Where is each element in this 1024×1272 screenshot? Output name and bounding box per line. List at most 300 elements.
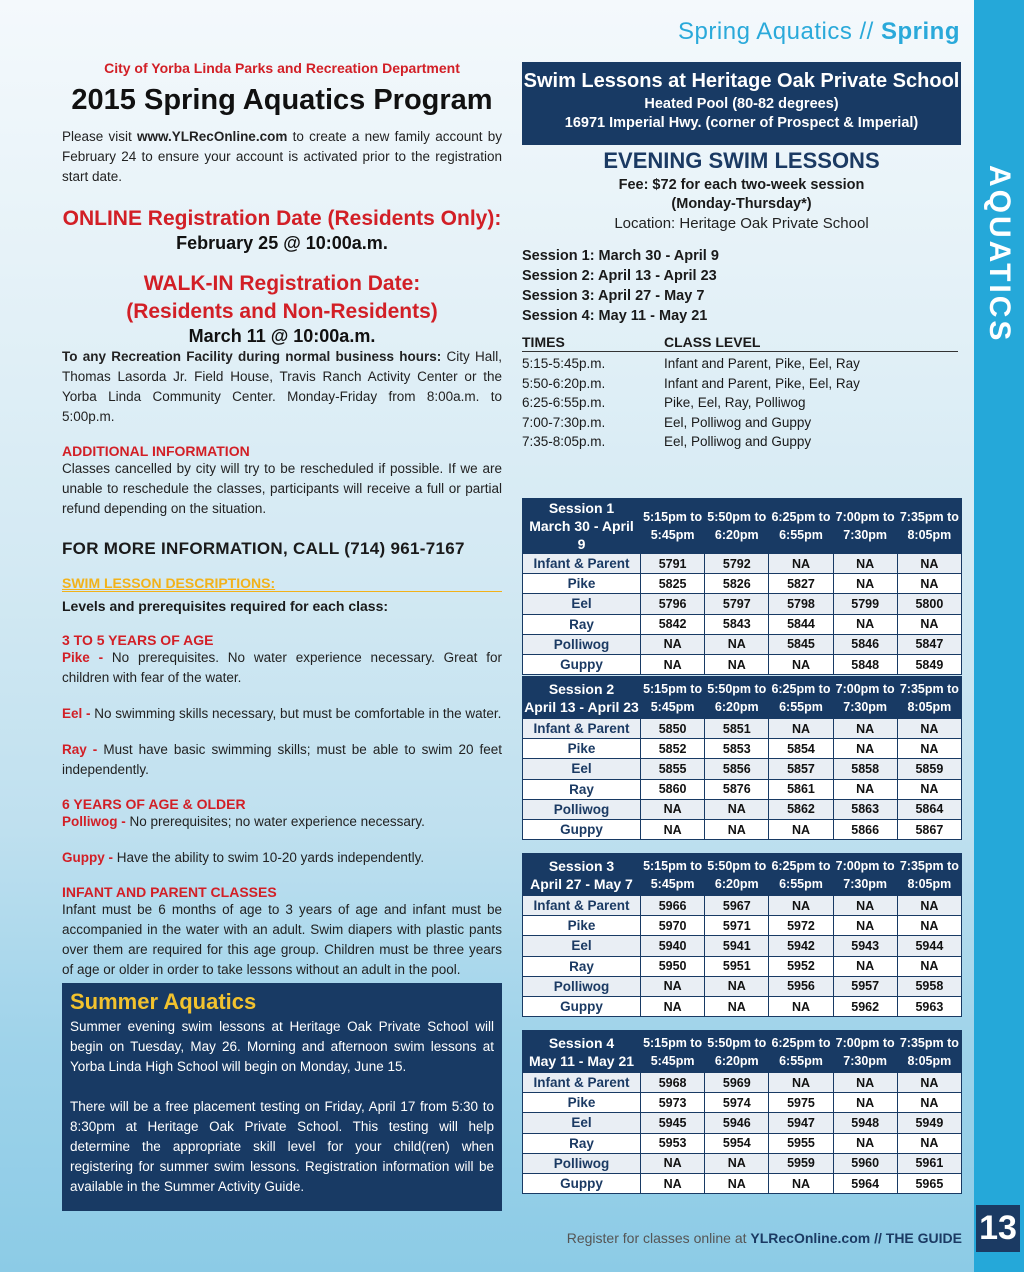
side-tab (974, 0, 1024, 1272)
time-cell: 7:35-8:05p.m. (522, 434, 606, 450)
time-slot-start: 7:35pm to (899, 681, 959, 696)
intro-site-link[interactable]: www.YLRecOnline.com (137, 129, 288, 144)
level-cell: Infant and Parent, Pike, Eel, Ray (664, 375, 860, 391)
eel-text: No swimming skills necessary, but must be comfortable in the water. (94, 706, 502, 721)
time-slot-start: 5:50pm to (707, 681, 767, 696)
table-row (523, 759, 962, 779)
evening-fee: Fee: $72 for each two-week session (618, 177, 865, 193)
course-code-cell: 5862 (769, 799, 833, 819)
course-code-cell: 5953 (641, 1133, 705, 1153)
walkin-note-bold: To any Recreation Facility during normal business hours: (62, 349, 442, 364)
running-head-season: Spring (881, 18, 960, 45)
time-slot-header (705, 677, 769, 719)
evening-location: Location: Heritage Oak Private School (614, 215, 869, 232)
course-code-cell: NA (833, 896, 897, 916)
time-slot-end: 6:55pm (779, 699, 823, 714)
time-slot-header (769, 499, 833, 554)
time-slot-header (897, 1031, 961, 1073)
class-level-cell: Infant & Parent (523, 719, 641, 739)
time-slot-start: 7:00pm to (835, 858, 895, 873)
footer-text: Register for classes online at (566, 1230, 751, 1246)
running-head (678, 18, 960, 46)
course-code-cell: NA (897, 1093, 961, 1113)
time-slot-start: 6:25pm to (771, 858, 831, 873)
class-level-cell: Eel (523, 1113, 641, 1133)
course-code-cell: NA (897, 739, 961, 759)
additional-info-text: Classes cancelled by city will try to be rescheduled if possible. If we are unable to reschedule the classes, participants will receive a full or partial refund depending on the situation. (62, 461, 502, 516)
polliwog-text: No prerequisites; no water experience necessary. (129, 814, 425, 829)
table-row (523, 936, 962, 956)
class-level-cell: Pike (523, 1093, 641, 1113)
course-code-cell: NA (705, 654, 769, 674)
table-row (523, 594, 962, 614)
time-slot-end: 8:05pm (907, 528, 952, 542)
course-code-cell: 5866 (833, 819, 897, 839)
time-slot-header (833, 677, 897, 719)
walkin-registration-date: March 11 @ 10:00a.m. (188, 326, 376, 346)
footer-link[interactable]: YLRecOnline.com (750, 1230, 871, 1246)
class-level-cell: Guppy (523, 996, 641, 1016)
course-code-cell: 5955 (769, 1133, 833, 1153)
course-code-cell: NA (769, 1073, 833, 1093)
course-code-cell: 5965 (897, 1173, 961, 1193)
course-code-cell: NA (897, 1133, 961, 1153)
course-code-cell: NA (641, 799, 705, 819)
heritage-address: 16971 Imperial Hwy. (corner of Prospect & Imperial) (564, 115, 919, 131)
course-code-cell: 5852 (641, 739, 705, 759)
session-header (523, 1031, 641, 1073)
session-date-item: Session 3: April 27 - May 7 (522, 288, 705, 304)
session-header (523, 677, 641, 719)
time-slot-start: 7:35pm to (899, 858, 959, 873)
course-code-cell: 5855 (641, 759, 705, 779)
class-level-cell: Infant & Parent (523, 554, 641, 574)
class-level-cell: Guppy (523, 1173, 641, 1193)
time-slot-end: 8:05pm (907, 699, 952, 714)
table-row (523, 996, 962, 1016)
course-code-cell: 5959 (769, 1153, 833, 1173)
time-slot-end: 6:20pm (714, 1053, 759, 1068)
table-header-row (523, 1031, 962, 1073)
session-name: Session 3 (548, 857, 615, 874)
guppy-text: Have the ability to swim 10-20 yards independently. (116, 850, 425, 865)
time-slot-end: 6:55pm (779, 528, 823, 542)
course-code-cell: 5848 (833, 654, 897, 674)
course-code-cell: 5861 (769, 779, 833, 799)
session-table-2 (522, 676, 962, 840)
walkin-note-text: City Hall, Thomas Lasorda Jr. Field House, Travis Ranch Activity Center or the Yorba Linda Community Center. Monday-Friday from 8:00a.m. to 5:00p.m. (62, 349, 502, 424)
levels-intro: Levels and prerequisites required for each class: (62, 598, 389, 614)
course-code-cell: 5853 (705, 739, 769, 759)
session-dates: April 13 - April 23 (524, 698, 639, 715)
table-row (523, 916, 962, 936)
course-code-cell: NA (705, 1173, 769, 1193)
course-code-cell: NA (705, 1153, 769, 1173)
course-code-cell: 5825 (641, 574, 705, 594)
time-slot-start: 6:25pm to (771, 1035, 831, 1050)
pike-description (62, 648, 502, 688)
heritage-pool: Heated Pool (80-82 degrees) (644, 96, 839, 112)
course-code-cell: 5973 (641, 1093, 705, 1113)
time-slot-header (833, 499, 897, 554)
course-code-cell: 5975 (769, 1093, 833, 1113)
class-level-cell: Ray (523, 779, 641, 799)
online-registration-heading: ONLINE Registration Date (Residents Only): (62, 207, 502, 230)
session-name: Session 1 (548, 500, 615, 516)
side-tab-label: AQUATICS (983, 165, 1016, 344)
session-table-4 (522, 1030, 962, 1194)
evening-days: (Monday-Thursday*) (671, 196, 812, 212)
class-level-cell: Eel (523, 594, 641, 614)
infant-parent-text: Infant must be 6 months of age to 3 years of age and infant must be accompanied in the water with an adult. Swim diapers with plastic pants over them are required for this age group. Children must be three years of age or older in order to take lessons without an adult in the pool. (62, 902, 502, 977)
age-6-heading: 6 YEARS OF AGE & OLDER (62, 796, 246, 812)
time-slot-start: 6:25pm to (771, 681, 831, 696)
class-level-cell: Polliwog (523, 1153, 641, 1173)
time-slot-header (769, 677, 833, 719)
online-registration-date: February 25 @ 10:00a.m. (176, 233, 388, 253)
class-level-cell: Guppy (523, 654, 641, 674)
time-slot-header (641, 1031, 705, 1073)
table-row (523, 554, 962, 574)
course-code-cell: NA (897, 554, 961, 574)
course-code-cell: 5867 (897, 819, 961, 839)
course-code-cell: NA (833, 916, 897, 936)
table-row (523, 819, 962, 839)
course-code-cell: 5843 (705, 614, 769, 634)
course-code-cell: 5971 (705, 916, 769, 936)
age-3-5-heading: 3 TO 5 YEARS OF AGE (62, 632, 214, 648)
session-dates: April 27 - May 7 (530, 875, 633, 892)
time-slot-header (833, 854, 897, 896)
session-dates (522, 246, 719, 326)
page-title: 2015 Spring Aquatics Program (71, 84, 493, 116)
time-slot-header (705, 854, 769, 896)
polliwog-label: Polliwog - (62, 814, 130, 829)
class-level-cell: Eel (523, 936, 641, 956)
time-slot-end: 6:20pm (714, 699, 759, 714)
course-code-cell: NA (705, 634, 769, 654)
course-code-cell: 5847 (897, 634, 961, 654)
course-code-cell: 5798 (769, 594, 833, 614)
course-code-cell: NA (705, 996, 769, 1016)
time-slot-end: 7:30pm (843, 528, 888, 542)
infant-parent-heading: INFANT AND PARENT CLASSES (62, 884, 277, 900)
course-code-cell: 5943 (833, 936, 897, 956)
time-cell: 5:50-6:20p.m. (522, 375, 606, 391)
course-code-cell: 5949 (897, 1113, 961, 1133)
heritage-banner (522, 62, 961, 145)
course-code-cell: NA (641, 819, 705, 839)
time-slot-start: 5:15pm to (643, 510, 703, 524)
level-cell: Eel, Polliwog and Guppy (664, 434, 812, 450)
course-code-cell: NA (769, 719, 833, 739)
course-code-cell: 5849 (897, 654, 961, 674)
time-slot-end: 6:55pm (779, 876, 823, 891)
course-code-cell: 5846 (833, 634, 897, 654)
course-code-cell: 5960 (833, 1153, 897, 1173)
course-code-cell: NA (705, 819, 769, 839)
course-code-cell: NA (641, 634, 705, 654)
ray-text: Must have basic swimming skills; must be able to swim 20 feet independently. (62, 742, 503, 777)
class-level-cell: Polliwog (523, 976, 641, 996)
course-code-cell: 5957 (833, 976, 897, 996)
time-slot-header (641, 854, 705, 896)
table-row (523, 1113, 962, 1133)
class-level-cell: Eel (523, 759, 641, 779)
course-code-cell: 5966 (641, 896, 705, 916)
time-slot-header (705, 1031, 769, 1073)
course-code-cell: NA (641, 996, 705, 1016)
polliwog-description (62, 812, 502, 832)
level-cell: Pike, Eel, Ray, Polliwog (664, 395, 806, 411)
session-date-item: Session 4: May 11 - May 21 (522, 308, 708, 324)
course-code-cell: 5963 (897, 996, 961, 1016)
course-code-cell: 5962 (833, 996, 897, 1016)
eel-description (62, 704, 502, 724)
time-slot-start: 5:15pm to (643, 858, 703, 873)
course-code-cell: NA (833, 1093, 897, 1113)
course-code-cell: NA (769, 554, 833, 574)
course-code-cell: 5964 (833, 1173, 897, 1193)
class-level-cell: Polliwog (523, 634, 641, 654)
table-row (523, 779, 962, 799)
class-level-cell: Ray (523, 956, 641, 976)
table-row (523, 574, 962, 594)
time-slot-start: 7:00pm to (835, 1035, 895, 1050)
page-number: 13 (976, 1205, 1020, 1252)
course-code-cell: 5842 (641, 614, 705, 634)
course-code-cell: 5974 (705, 1093, 769, 1113)
time-row (522, 413, 958, 433)
course-code-cell: 5799 (833, 594, 897, 614)
table-header-row (523, 854, 962, 896)
time-cell: 6:25-6:55p.m. (522, 395, 606, 411)
course-code-cell: 5800 (897, 594, 961, 614)
table-row (523, 1173, 962, 1193)
intro-text-a: Please visit (62, 129, 138, 144)
time-slot-end: 8:05pm (907, 1053, 952, 1068)
course-code-cell: 5851 (705, 719, 769, 739)
class-level-cell: Ray (523, 1133, 641, 1153)
time-cell: 7:00-7:30p.m. (522, 414, 606, 430)
table-row (523, 634, 962, 654)
summer-paragraph-1: Summer evening swim lessons at Heritage Oak Private School will begin on Tuesday, May 26. Morning and afternoon swim lessons at Yorba Linda High School will begin on Monday, June 15. (70, 1019, 494, 1074)
course-code-cell: NA (897, 574, 961, 594)
course-code-cell: 5972 (769, 916, 833, 936)
course-code-cell: NA (833, 614, 897, 634)
session-date-item: Session 2: April 13 - April 23 (522, 268, 717, 284)
course-code-cell: 5845 (769, 634, 833, 654)
course-code-cell: 5854 (769, 739, 833, 759)
session-header (523, 499, 641, 554)
time-slot-end: 5:45pm (650, 1053, 695, 1068)
course-code-cell: 5850 (641, 719, 705, 739)
table-row (523, 896, 962, 916)
class-level-cell: Pike (523, 916, 641, 936)
table-row (523, 976, 962, 996)
course-code-cell: 5940 (641, 936, 705, 956)
time-slot-end: 5:45pm (650, 699, 695, 714)
time-slot-header (897, 499, 961, 554)
times-header (522, 334, 958, 352)
course-code-cell: NA (897, 916, 961, 936)
course-code-cell: NA (769, 1173, 833, 1193)
course-code-cell: NA (641, 654, 705, 674)
footer-guide: // THE GUIDE (870, 1230, 962, 1246)
course-code-cell: NA (833, 574, 897, 594)
time-slot-end: 6:20pm (714, 876, 759, 891)
pike-label: Pike - (62, 650, 112, 665)
times-class-levels (522, 334, 958, 452)
course-code-cell: NA (897, 1073, 961, 1093)
session-table-3 (522, 853, 962, 1017)
summer-title: Summer Aquatics (70, 989, 257, 1014)
course-code-cell: 5956 (769, 976, 833, 996)
class-level-cell: Pike (523, 574, 641, 594)
class-level-cell: Ray (523, 614, 641, 634)
walkin-registration-heading: WALK-IN Registration Date: (143, 272, 421, 295)
time-row (522, 374, 958, 394)
course-code-cell: 5859 (897, 759, 961, 779)
class-level-heading: CLASS LEVEL (664, 334, 761, 350)
course-code-cell: 5944 (897, 936, 961, 956)
course-code-cell: 5951 (705, 956, 769, 976)
course-code-cell: 5791 (641, 554, 705, 574)
ray-description (62, 740, 502, 780)
course-code-cell: NA (705, 976, 769, 996)
time-slot-header (897, 854, 961, 896)
session-name: Session 2 (548, 680, 615, 697)
running-head-section: Spring Aquatics // (678, 18, 874, 45)
time-slot-start: 7:00pm to (835, 510, 895, 524)
course-code-cell: 5844 (769, 614, 833, 634)
course-code-cell: 5941 (705, 936, 769, 956)
table-row (523, 1093, 962, 1113)
table-row (523, 1153, 962, 1173)
session-date-item: Session 1: March 30 - April 9 (522, 248, 719, 264)
times-heading: TIMES (522, 334, 565, 350)
time-slot-start: 5:15pm to (643, 681, 703, 696)
course-code-cell: 5946 (705, 1113, 769, 1133)
course-code-cell: 5827 (769, 574, 833, 594)
course-code-cell: 5864 (897, 799, 961, 819)
course-code-cell: NA (641, 1173, 705, 1193)
course-code-cell: 5947 (769, 1113, 833, 1133)
table-row (523, 799, 962, 819)
table-row (523, 1133, 962, 1153)
time-slot-end: 7:30pm (843, 1053, 888, 1068)
course-code-cell: 5792 (705, 554, 769, 574)
session-dates: May 11 - May 21 (528, 1052, 635, 1069)
time-slot-start: 5:15pm to (643, 1035, 703, 1050)
course-code-cell: 5796 (641, 594, 705, 614)
course-code-cell: NA (833, 554, 897, 574)
course-code-cell: 5968 (641, 1073, 705, 1093)
course-code-cell: 5954 (705, 1133, 769, 1153)
class-level-cell: Guppy (523, 819, 641, 839)
course-code-cell: NA (641, 1153, 705, 1173)
guppy-label: Guppy - (62, 850, 117, 865)
walkin-note (62, 347, 502, 427)
summer-paragraph-2: There will be a free placement testing on Friday, April 17 from 5:30 to 8:30pm at Heritage Oak Private School. This testing will help determine the appropriate skill level for your child(ren) when registering for summer swim lessons. Registration information will be available in the Summer Activity Guide. (70, 1099, 494, 1194)
course-code-cell: 5858 (833, 759, 897, 779)
phone-callout: FOR MORE INFORMATION, CALL (714) 961-7167 (62, 539, 465, 558)
course-code-cell: 5942 (769, 936, 833, 956)
time-row (522, 432, 958, 452)
intro-paragraph (62, 127, 502, 187)
time-slot-header (705, 499, 769, 554)
course-code-cell: NA (897, 956, 961, 976)
level-cell: Infant and Parent, Pike, Eel, Ray (664, 356, 860, 371)
class-level-cell: Infant & Parent (523, 1073, 641, 1093)
course-code-cell: 5961 (897, 1153, 961, 1173)
class-level-cell: Infant & Parent (523, 896, 641, 916)
table-header-row (523, 499, 962, 554)
guppy-description (62, 848, 502, 868)
course-code-cell: 5860 (641, 779, 705, 799)
course-code-cell: NA (833, 1073, 897, 1093)
course-code-cell: 5856 (705, 759, 769, 779)
additional-info-heading: ADDITIONAL INFORMATION (62, 443, 250, 459)
course-code-cell: NA (769, 896, 833, 916)
course-code-cell: NA (833, 1133, 897, 1153)
time-slot-header (641, 677, 705, 719)
table-row (523, 614, 962, 634)
course-code-cell: NA (769, 654, 833, 674)
course-code-cell: NA (897, 896, 961, 916)
time-slot-end: 7:30pm (843, 699, 888, 714)
course-code-cell: NA (705, 799, 769, 819)
table-header-row (523, 677, 962, 719)
table-row (523, 739, 962, 759)
table-row (523, 719, 962, 739)
time-slot-end: 5:45pm (650, 876, 695, 891)
course-code-cell: NA (897, 719, 961, 739)
time-slot-end: 5:45pm (650, 528, 695, 542)
course-code-cell: NA (833, 719, 897, 739)
ray-label: Ray - (62, 742, 104, 757)
summer-aquatics-box (62, 983, 502, 1211)
course-code-cell: 5863 (833, 799, 897, 819)
course-code-cell: 5952 (769, 956, 833, 976)
course-code-cell: NA (833, 739, 897, 759)
course-code-cell: NA (897, 614, 961, 634)
course-code-cell: NA (833, 956, 897, 976)
session-dates: March 30 - April 9 (529, 518, 634, 552)
time-slot-start: 5:50pm to (707, 858, 767, 873)
time-slot-header (769, 854, 833, 896)
course-code-cell: 5958 (897, 976, 961, 996)
session-header (523, 854, 641, 896)
course-code-cell: 5797 (705, 594, 769, 614)
course-code-cell: NA (641, 976, 705, 996)
time-slot-start: 5:50pm to (707, 510, 767, 524)
course-code-cell: NA (833, 779, 897, 799)
time-row (522, 354, 958, 374)
time-slot-header (833, 1031, 897, 1073)
left-column (62, 60, 502, 980)
heritage-title: Swim Lessons at Heritage Oak Private School (523, 70, 960, 92)
table-row (523, 956, 962, 976)
table-row (523, 654, 962, 674)
class-level-cell: Pike (523, 739, 641, 759)
session-table-1 (522, 498, 962, 675)
time-row (522, 393, 958, 413)
time-slot-end: 7:30pm (843, 876, 888, 891)
course-code-cell: NA (769, 996, 833, 1016)
level-cell: Eel, Polliwog and Guppy (664, 414, 812, 430)
course-code-cell: 5969 (705, 1073, 769, 1093)
